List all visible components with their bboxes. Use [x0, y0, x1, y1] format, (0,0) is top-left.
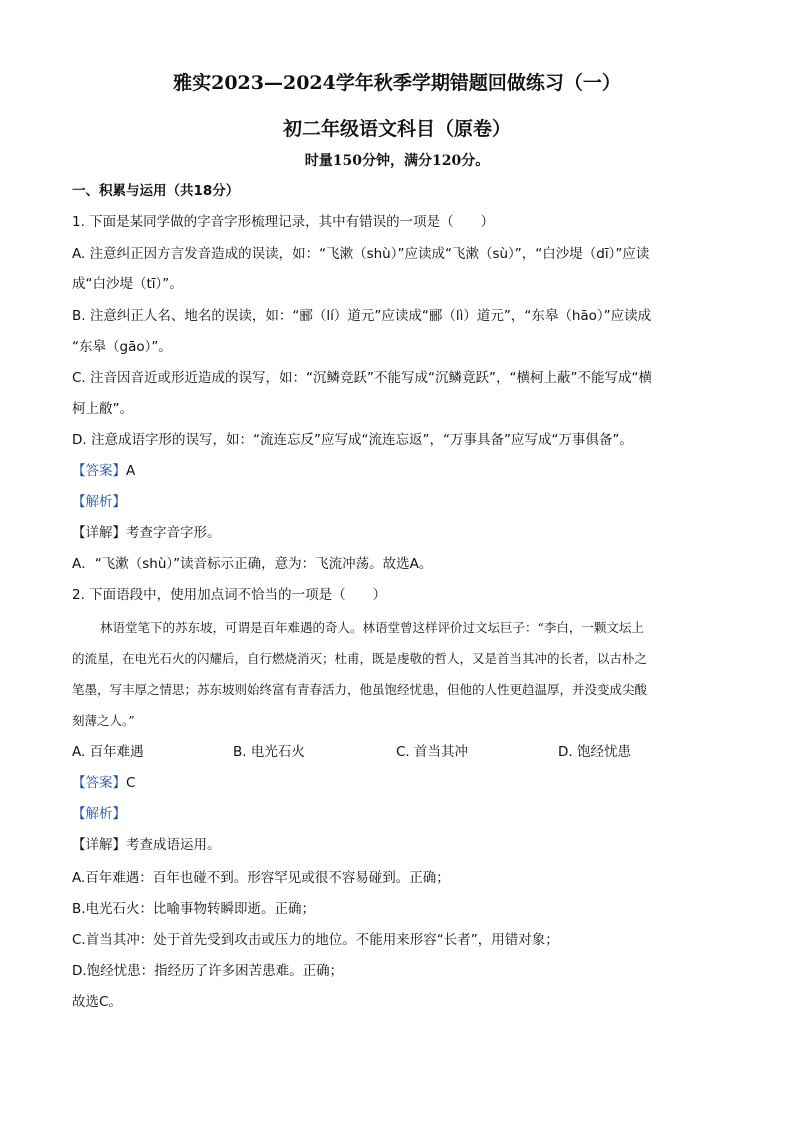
answer-value: A	[126, 463, 136, 479]
page-title: 雅实2023—2024学年秋季学期错题回做练习（一）	[173, 72, 621, 94]
page-subtitle: 初二年级语文科目（原卷）	[282, 118, 511, 140]
question-1-stem: 1. 下面是某同学做的字音字形梳理记录，其中有错误的一项是（ ）	[72, 214, 495, 230]
answer-value: C	[126, 775, 136, 791]
passage-line-4: 刻薄之人。”	[72, 713, 135, 728]
passage-line-3: 笔墨，写丰厚之情思；苏东坡则始终富有青春活力，他虽饱经忧患，但他的人性更趋温厚，并没变成尖酸	[72, 682, 648, 697]
option-b-line-1: B. 注意纠正人名、地名的误读，如：“郦（lí）道元”应读成“郦（lì）道元”，“东皋（hāo）”应读成	[72, 308, 652, 324]
option-d-line-1: D. 注意成语字形的误写，如：“流连忘反”应写成“流连忘返”，“万事具备”应写成“万事俱备”。	[72, 432, 633, 448]
question-2-stem: 2. 下面语段中，使用加点词不恰当的一项是（ ）	[72, 587, 387, 603]
answer-line	[72, 773, 732, 793]
exam-info: 时量150分钟，满分120分。	[304, 153, 490, 169]
explanation-c: C.首当其冲：处于首先受到攻击或压力的地位。不能用来形容“长者”，用错对象；	[72, 932, 559, 948]
option-c-line-1: C. 注音因音近或形近造成的误写，如：“沉鳞竞跃”不能写成“沉鳞竟跃”，“横柯上蔽”不能写成“横	[72, 370, 652, 386]
explanation-a: A.百年难遇：百年也碰不到。形容罕见或很不容易碰到。正确；	[72, 870, 450, 886]
answer-tag: 【答案】	[72, 463, 126, 479]
analysis-tag: 【解析】	[72, 494, 126, 510]
option-c-line-2: 柯上敝”。	[72, 401, 133, 417]
option-a: A. 百年难遇	[72, 744, 144, 760]
analysis-tag: 【解析】	[72, 806, 126, 822]
passage-line-1: 林语堂笔下的苏东坡，可谓是百年难遇的奇人。林语堂曾这样评价过文坛巨子：“李白，一颗文坛上	[100, 620, 644, 635]
answer-line	[72, 461, 732, 481]
detail-line	[72, 835, 732, 855]
detail-text: 考查字音字形。	[126, 525, 221, 541]
option-a-line-2: 成“白沙堤（tī）”。	[72, 276, 183, 292]
option-b-line-2: “东皋（gāo）”。	[72, 339, 172, 355]
section-heading: 一、积累与运用（共18分）	[72, 183, 240, 199]
detail-tag: 【详解】	[72, 837, 126, 853]
detail-line	[72, 523, 732, 543]
answer-tag: 【答案】	[72, 775, 126, 791]
detail-text: 考查成语运用。	[126, 837, 221, 853]
explanation-line: A．“飞漱（shù）”读音标示正确，意为：飞流冲荡。故选A。	[72, 556, 433, 572]
option-d: D. 饱经忧患	[558, 744, 631, 760]
explanation-b: B.电光石火：比喻事物转瞬即逝。正确；	[72, 901, 316, 917]
explanation-d: D.饱经忧患：指经历了许多困苦患难。正确；	[72, 963, 344, 979]
option-b: B. 电光石火	[233, 744, 305, 760]
passage-line-2: 的流星，在电光石火的闪耀后，自行燃烧消灭；杜甫，既是虔敬的哲人，又是首当其冲的长者，以古朴之	[72, 651, 648, 666]
detail-tag: 【详解】	[72, 525, 126, 541]
option-a-line-1: A. 注意纠正因方言发音造成的误读，如：“飞漱（shù）”应读成“飞漱（sù）”，“白沙堤（dī）”应读	[72, 246, 650, 262]
option-c: C. 首当其冲	[396, 744, 469, 760]
conclusion: 故选C。	[72, 994, 122, 1010]
